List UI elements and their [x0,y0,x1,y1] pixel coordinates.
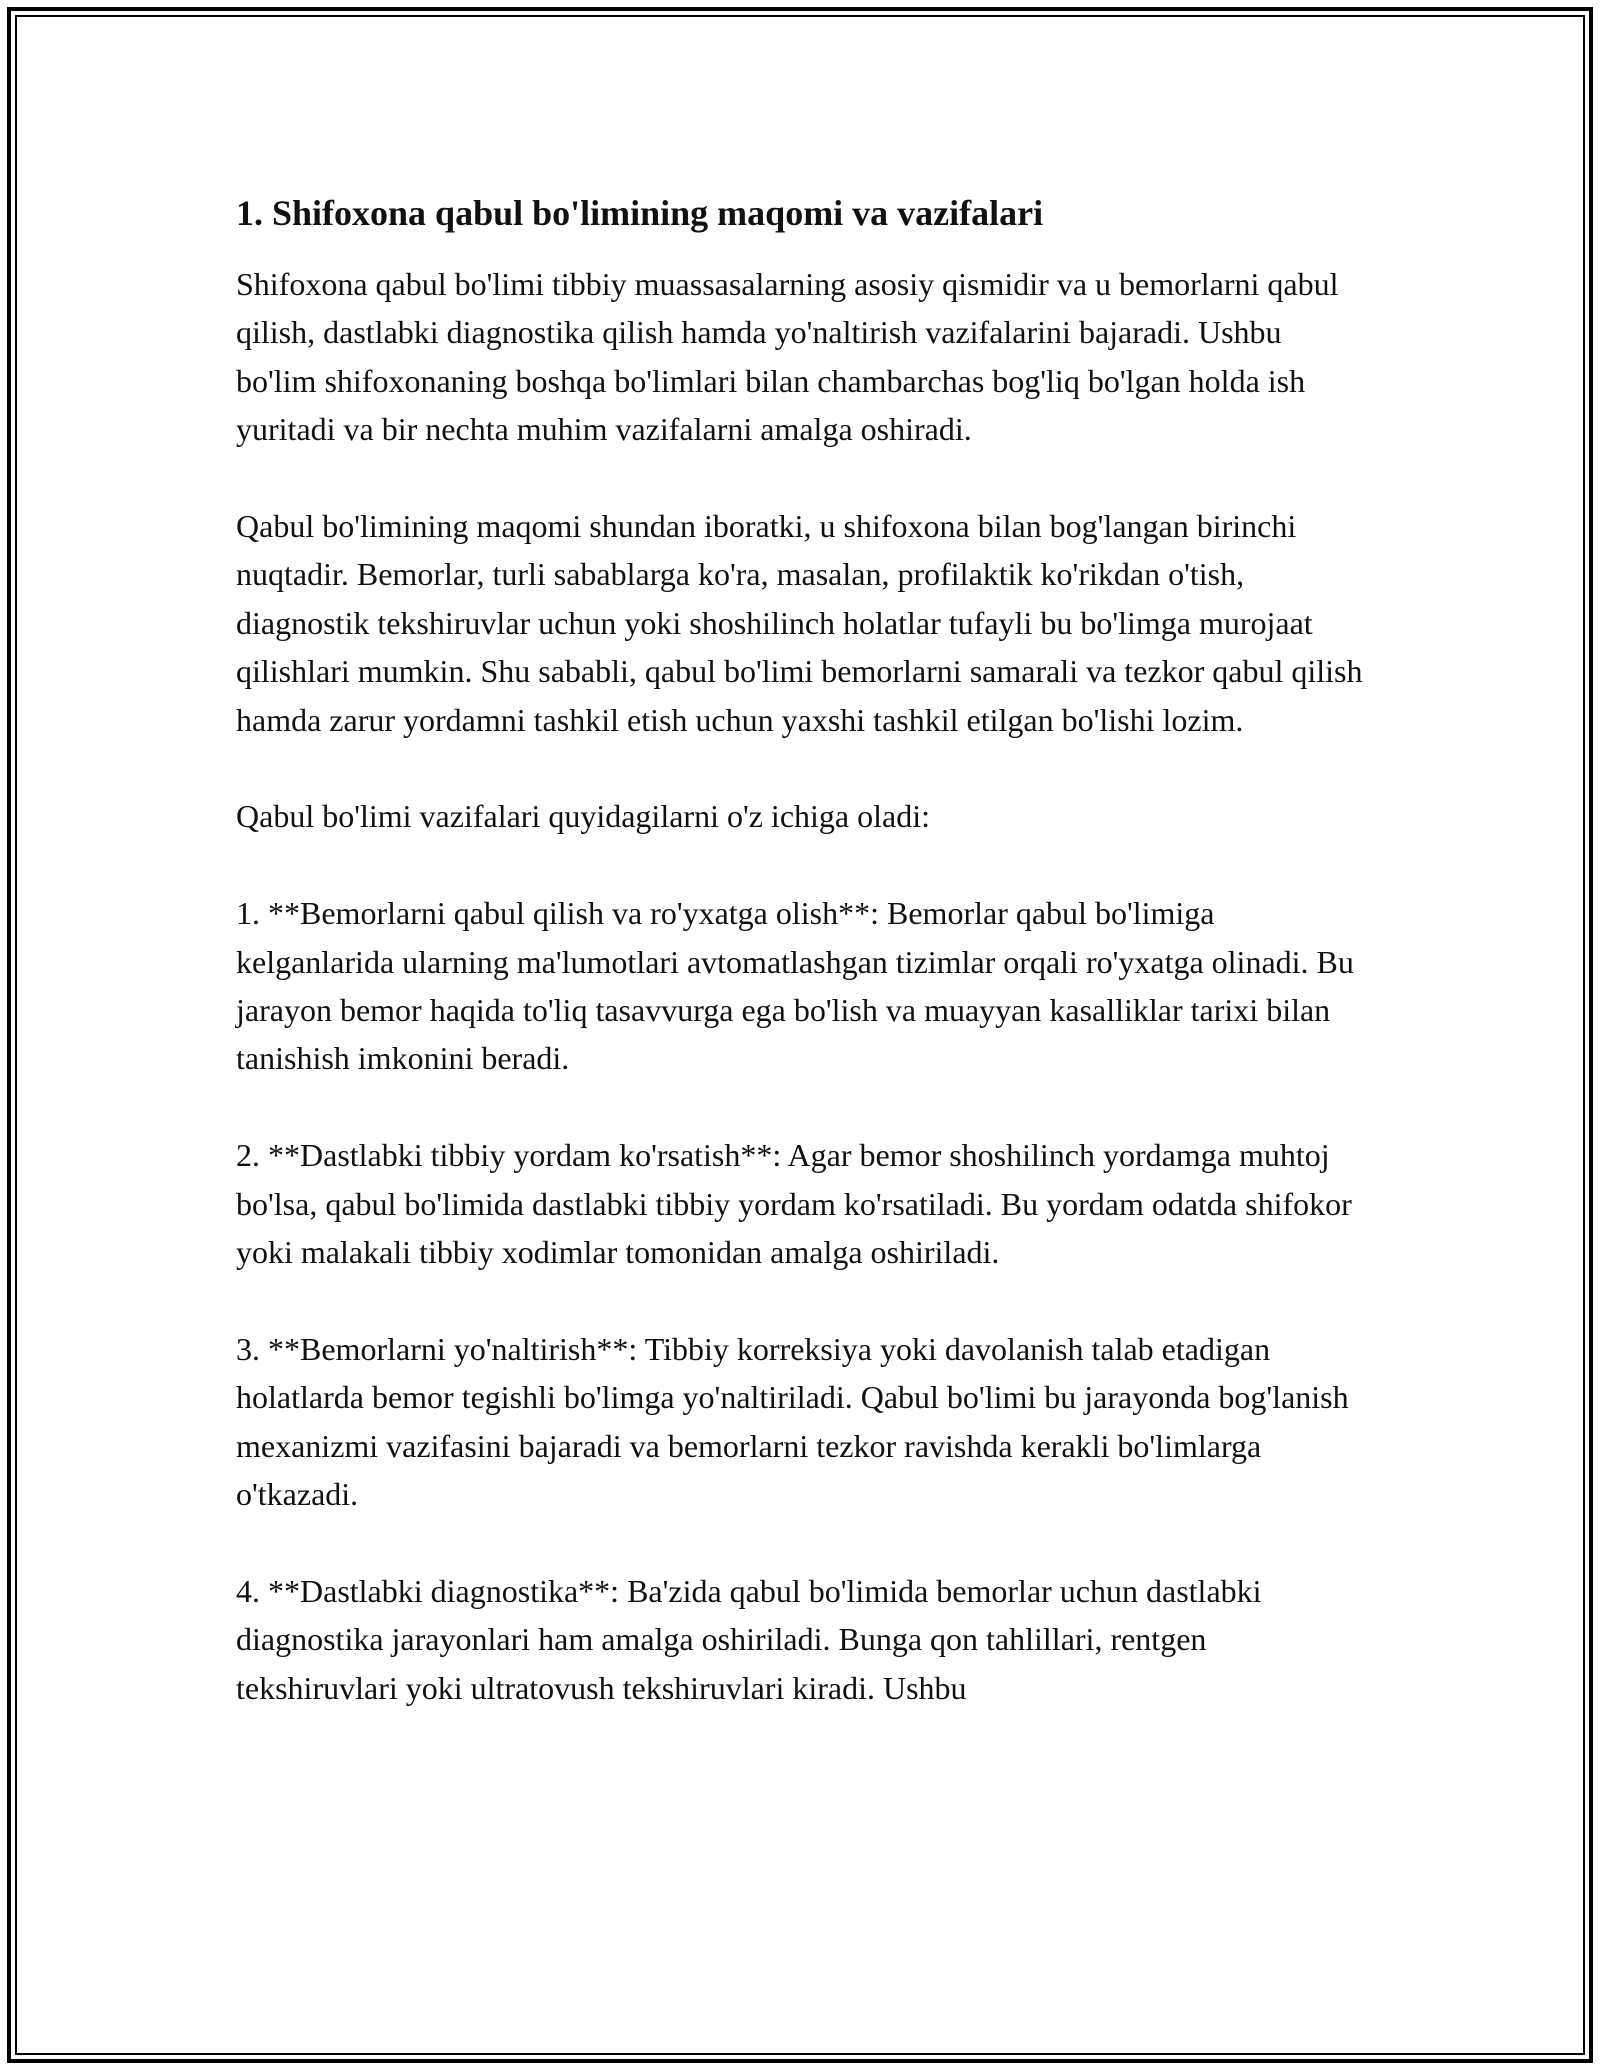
paragraph-tasks-lead: Qabul bo'limi vazifalari quyidagilarni o'z ichiga oladi: [236,798,930,835]
list-item-referral: 3. **Bemorlarni yo'naltirish**: Tibbiy korreksiya yoki davolanish talab etadigan holatlarda bemor tegishli bo'limga yo'naltiriladi. Qabul bo'limi bu jarayonda bog'lanish mexanizmi vazifasini bajaradi va bemorlarni tezkor ravishda kerakli bo'limlarga o'tkazadi. [236,1330,1349,1513]
list-item-first-aid: 2. **Dastlabki tibbiy yordam ko'rsatish**: Agar bemor shoshilinch yordamga muhtoj bo'lsa, qabul bo'limida dastlabki tibbiy yordam ko'rsatiladi. Bu yordam odatda shifokor yoki malakali tibbiy xodimlar tomonidan amalga oshiriladi. [236,1137,1352,1271]
section-heading: 1. Shifoxona qabul bo'limining maqomi va vazifalari [236,193,1044,233]
paragraph-intro: Shifoxona qabul bo'limi tibbiy muassasalarning asosiy qismidir va u bemorlarni qabul qilish, dastlabki diagnostika qilish hamda yo'naltirish vazifalarini bajaradi. Ushbu bo'lim shifoxonaning boshqa bo'limlari bilan chambarchas bog'liq bo'lgan holda ish yuritadi va bir nechta muhim vazifalarni amalga oshiradi. [236,266,1339,448]
list-item-diagnostics: 4. **Dastlabki diagnostika**: Ba'zida qabul bo'limida bemorlar uchun dastlabki diagnostika jarayonlari ham amalga oshiriladi. Bunga qon tahlillari, rentgen tekshiruvlari yoki ultratovush tekshiruvlari kiradi. Ushbu [236,1572,1262,1706]
list-item-registration: 1. **Bemorlarni qabul qilish va ro'yxatga olish**: Bemorlar qabul bo'limiga kelganlarida ularning ma'lumotlari avtomatlashgan tizimlar orqali ro'yxatga olinadi. Bu jarayon bemor haqida to'liq tasavvurga ega bo'lish va muayyan kasalliklar tarixi bilan tanishish imkonini beradi. [236,895,1354,1077]
document-page [236,188,1366,1760]
paragraph-status: Qabul bo'limining maqomi shundan iboratki, u shifoxona bilan bog'langan birinchi nuqtadir. Bemorlar, turli sabablarga ko'ra, masalan, profilaktik ko'rikdan o'tish, diagnostik tekshiruvlar uchun yoki shoshilinch holatlar tufayli bu bo'limga murojaat qilishlari mumkin. Shu sababli, qabul bo'limi bemorlarni samarali va tezkor qabul qilish hamda zarur yordamni tashkil etish uchun yaxshi tashkil etilgan bo'lishi lozim. [236,508,1363,738]
